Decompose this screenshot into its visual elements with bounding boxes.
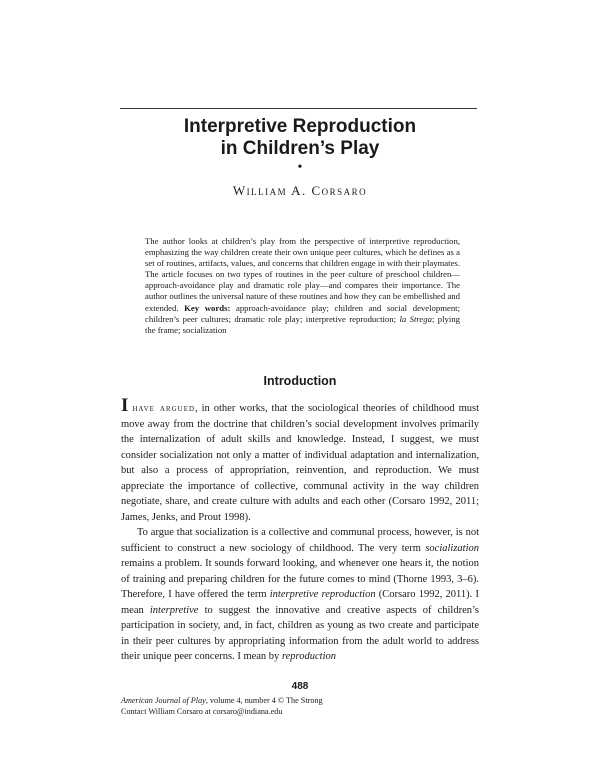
p2-text-a: To argue that socialization is a collective and communal process, however, is not sufficient to construct a new sociology of childhood. The very term — [121, 527, 479, 554]
abstract-text: The author looks at children’s play from the perspective of interpretive reproduction, emphasizing the way children create their own unique peer cultures, which he defines as a set of routines, artifacts, values, and concerns that children engage in with their playmates. The article focuses on two types of routines in the peer culture of preschool children—approach-avoidance play and dramatic role play—and compares their importance. The author outlines the universal nature of these routines and how they can be embellished and extended. — [145, 236, 460, 313]
section-heading: Introduction — [263, 374, 337, 388]
p2-text-b: remains a problem. It sounds forward looking, and whenever one hears it, the notion of training and preparing children for the future comes to mind (Thorne 1993, 3–6). Therefore, I have offered the term — [121, 558, 479, 600]
drop-cap: I — [121, 395, 129, 416]
body-text — [121, 395, 480, 665]
p2-italic-interpretive: interpretive — [149, 604, 199, 616]
title-bullet: • — [297, 160, 303, 175]
title-line-2: in Children’s Play — [220, 138, 380, 159]
p2-italic-reproduction: reproduction — [281, 651, 336, 662]
paragraph-1 — [121, 395, 479, 525]
article-title — [100, 116, 500, 160]
title-line-1: Interpretive Reproduction — [183, 116, 417, 137]
keywords-part-a: approach-avoidance play; children and social development; children’s peer cultures; dramatic role play; interpretive reproduction; — [145, 302, 461, 324]
paragraph-2 — [121, 525, 479, 665]
lead-in-smallcaps: have argued — [132, 403, 196, 414]
p2-text-c: (Corsaro 1992, 2011). I mean — [121, 589, 479, 616]
page-number: 488 — [291, 681, 309, 692]
author-name: William A. Corsaro — [232, 183, 368, 198]
p2-text-d: to suggest the innovative and creative aspects of children’s participation in society, and, in fact, children as young as two create and participate in their peer cultures by appropriating information from the adult world to address their unique peer concerns. I mean by — [121, 604, 480, 662]
journal-name: American Journal of Play — [121, 696, 206, 705]
keywords-italic: la Strega — [399, 313, 432, 324]
contact-line: Contact William Corsaro at corsaro@indiana.edu — [121, 707, 283, 716]
abstract — [145, 236, 460, 336]
top-rule — [120, 108, 477, 109]
journal-citation — [121, 695, 481, 706]
footer — [121, 695, 481, 717]
keywords-part-b: ; plying the frame; socialization — [145, 313, 461, 335]
citation-rest: , volume 4, number 4 © The Strong — [205, 696, 323, 705]
p2-italic-socialization: socialization — [425, 542, 479, 554]
paragraph-1-text: , in other works, that the sociological theories of childhood must move away from the doctrine that children’s social development involves primarily the internalization of adult skills and knowledge. Instead, I suggest, we must consider socialization not only a matter of individual adaptation and internalization, but also a process of appropriation, reinvention, and reproduction. We must appreciate the importance of collective, communal activity in the way children negotiate, share, and create culture with adults and each other (Corsaro 1992, 2011; James, Jenks, and Prout 1998). — [121, 403, 479, 523]
keywords-label: Key words: — [184, 302, 231, 313]
p2-italic-interpretive-reproduction: interpretive reproduction — [269, 589, 376, 600]
